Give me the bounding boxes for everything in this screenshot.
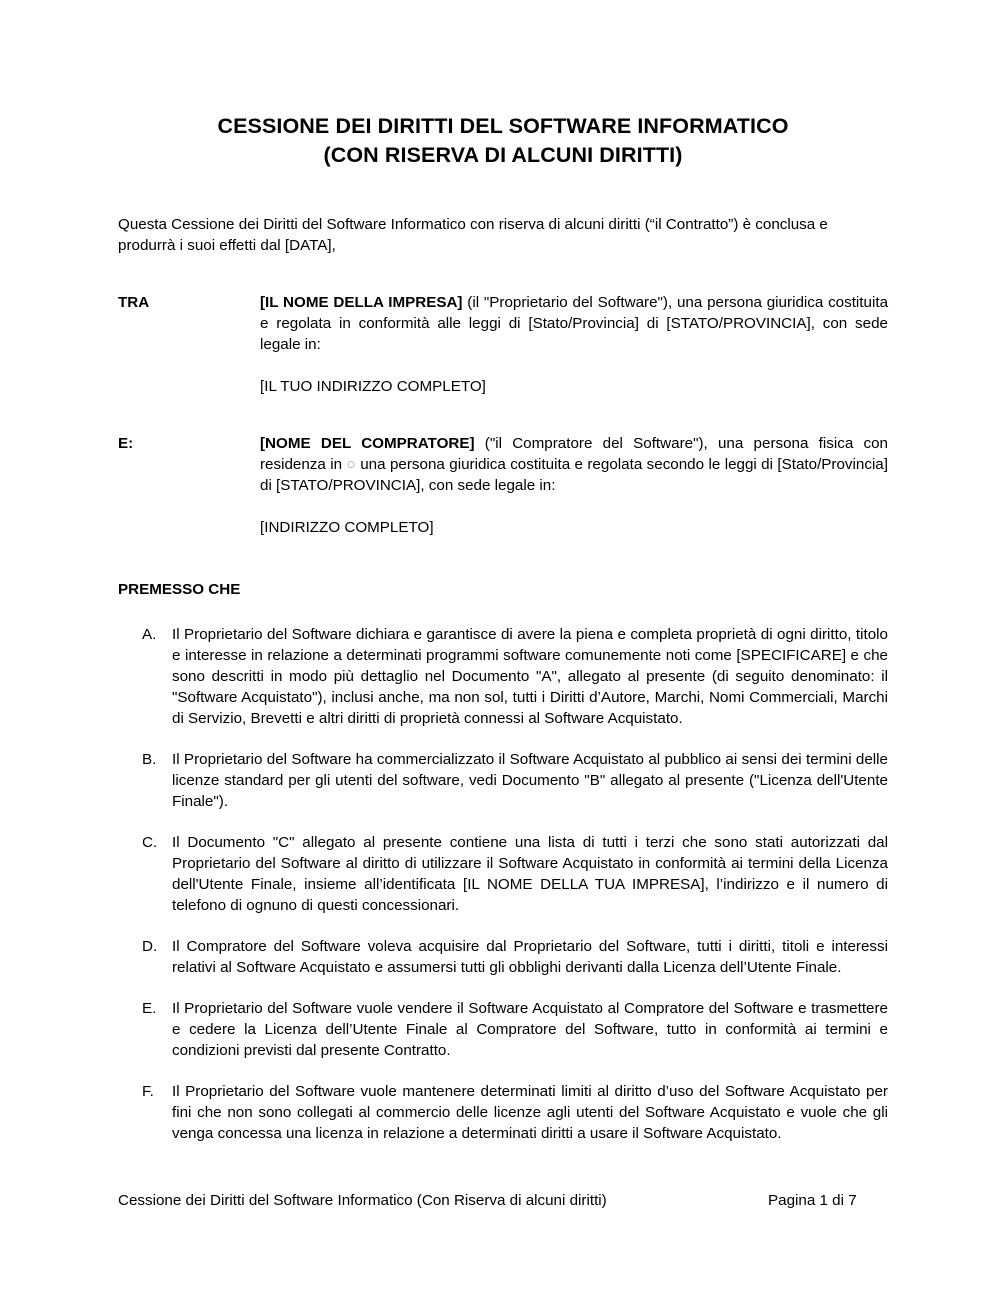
page-footer — [118, 1190, 888, 1211]
recital-text-a: Il Proprietario del Software dichiara e garantisce di avere la piena e completa proprietà di ogni diritto, titolo e interesse in relazione a determinati programmi software comunemente noti come [SPECIFICARE] e che sono descritti in modo più dettaglio nel Documento "A", allegato al presente (di seguito denominato: il "Software Acquistato"), inclusi anche, ma non sol, tutti i Diritti d’Autore, Marchi, Nomi Commerciali, Marchi di Servizio, Brevetti e altri diritti di proprietà connessi al Software Acquistato. — [172, 626, 888, 727]
party-address-row-buyer — [118, 496, 888, 538]
party-body-seller — [260, 292, 888, 355]
circle-checkbox-icon[interactable]: ○ — [346, 456, 356, 473]
recital-item-d — [118, 916, 888, 978]
recitals-heading: PREMESSO CHE — [118, 581, 241, 598]
buyer-address: [INDIRIZZO COMPLETO] — [260, 519, 434, 536]
seller-name-placeholder: [IL NOME DELLA IMPRESA] — [260, 294, 463, 311]
recital-item-f — [118, 1061, 888, 1144]
intro-paragraph: Questa Cessione dei Diritti del Software Informatico con riserva di alcuni diritti (“il Contratto”) è conclusa e produrrà i suoi effetti dal [DATA], — [118, 216, 828, 254]
buyer-name-placeholder: [NOME DEL COMPRATORE] — [260, 435, 475, 452]
recital-marker-e: E. — [142, 1000, 157, 1017]
footer-document-title: Cessione dei Diritti del Software Informatico (Con Riserva di alcuni diritti) — [118, 1192, 607, 1209]
recital-text-e: Il Proprietario del Software vuole vendere il Software Acquistato al Compratore del Software e trasmettere e cedere la Licenza dell’Utente Finale al Compratore del Software, tutto in conformità ai termini e condizioni previsti dal presente Contratto. — [172, 1000, 888, 1059]
recital-item-e — [118, 978, 888, 1061]
recital-text-d: Il Compratore del Software voleva acquisire dal Proprietario del Software, tutti i diritti, titoli e interessi relativi al Software Acquistato e assumersi tutti gli obblighi derivanti dalla Licenza dell’Utente Finale. — [172, 938, 888, 976]
recital-text-f: Il Proprietario del Software vuole mantenere determinati limiti al diritto d’uso del Software Acquistato per fini che non sono collegati al commercio delle licenze agli utenti del Software Acquistato e vuole che gli venga concessa una licenza in relazione a determinati diritti a usare il Software Acquistato. — [172, 1083, 888, 1142]
party-address-row-seller — [118, 355, 888, 397]
recital-marker-c: C. — [142, 834, 158, 851]
seller-description: (il "Proprietario del Software"), una persona giuridica costituita e regolata in conformità alle leggi di [Stato/Provincia] di [STATO/PROVINCIA], con sede legale in: — [260, 294, 889, 353]
party-block-seller — [118, 256, 888, 355]
recital-marker-a: A. — [142, 626, 157, 643]
buyer-description-after: una persona giuridica costituita e regolata secondo le leggi di [Stato/Provincia] di [STATO/PROVINCIA], con sede legale in: — [260, 456, 888, 494]
party-block-buyer — [118, 397, 888, 496]
party-label-seller: TRA — [118, 294, 150, 311]
page-title-line-2: (CON RISERVA DI ALCUNI DIRITTI) — [323, 143, 683, 167]
recital-item-b — [118, 729, 888, 812]
recital-item-a — [118, 600, 888, 729]
recital-text-c: Il Documento "C" allegato al presente contiene una lista di tutti i terzi che sono stati autorizzati dal Proprietario del Software al diritto di utilizzare il Software Acquistato in conformità ai termini della Licenza dell'Utente Finale, insieme all’identificata [IL NOME DELLA TUA IMPRESA], l’indirizzo e il numero di telefono di ognuno di questi concessionari. — [172, 834, 888, 914]
recital-marker-d: D. — [142, 938, 158, 955]
recitals-list — [118, 600, 888, 1144]
recital-marker-b: B. — [142, 751, 157, 768]
party-body-buyer — [260, 433, 888, 496]
recital-text-b: Il Proprietario del Software ha commercializzato il Software Acquistato al pubblico ai sensi dei termini delle licenze standard per gli utenti del software, vedi Documento "B" allegato al presente ("Licenza dell'Utente Finale"). — [172, 751, 888, 810]
buyer-description-before: ("il Compratore del Software"), una persona fisica con residenza in — [260, 435, 888, 473]
party-label-buyer: E: — [118, 435, 134, 452]
document-content — [118, 0, 888, 1144]
footer-page-number: Pagina 1 di 7 — [768, 1192, 857, 1209]
recital-item-c — [118, 812, 888, 916]
page-title-line-1: CESSIONE DEI DIRITTI DEL SOFTWARE INFORMATICO — [217, 114, 789, 138]
page-title — [118, 0, 888, 170]
seller-address: [IL TUO INDIRIZZO COMPLETO] — [260, 378, 486, 395]
recital-marker-f: F. — [142, 1083, 154, 1100]
